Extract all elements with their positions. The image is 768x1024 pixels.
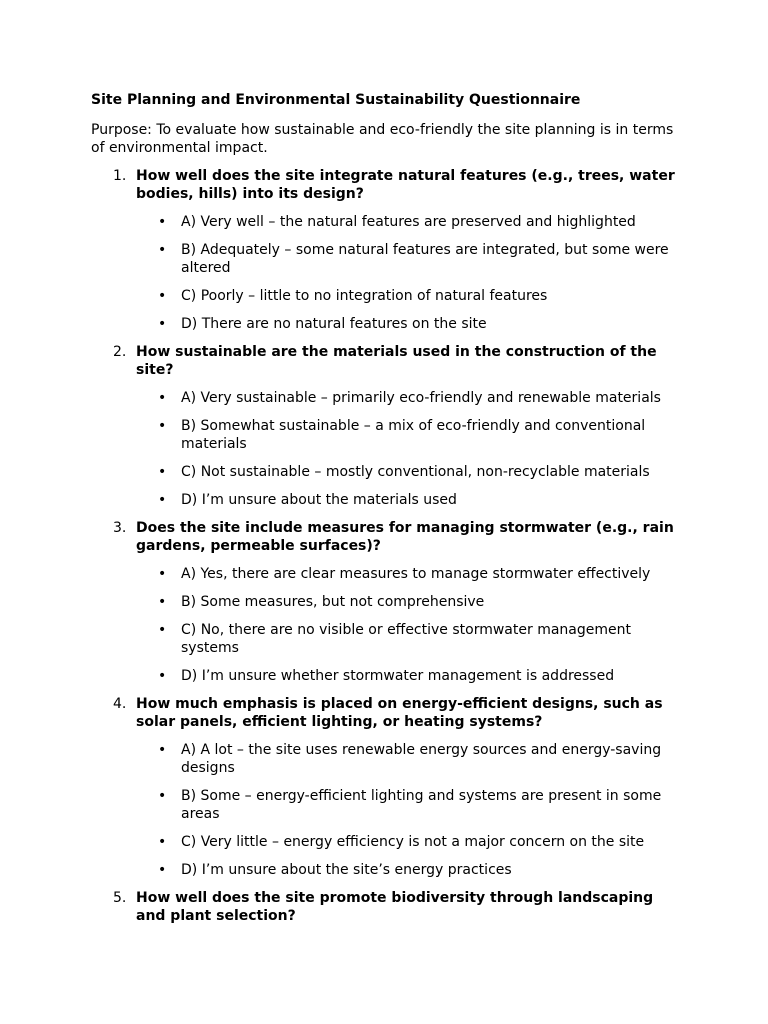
bullet-icon: • bbox=[158, 788, 167, 804]
option-text: A) Very sustainable – primarily eco-friendly and renewable materials bbox=[181, 390, 661, 406]
question-number: 4. bbox=[113, 696, 127, 712]
question-item bbox=[91, 695, 681, 879]
option-item bbox=[136, 593, 681, 611]
option-item bbox=[136, 787, 681, 823]
option-text: A) Yes, there are clear measures to manage stormwater effectively bbox=[181, 566, 651, 582]
purpose-statement: Purpose: To evaluate how sustainable and eco-friendly the site planning is in terms of environmental impact. bbox=[91, 122, 674, 156]
question-number: 1. bbox=[113, 168, 127, 184]
bullet-icon: • bbox=[158, 288, 167, 304]
option-text: C) Poorly – little to no integration of natural features bbox=[181, 288, 548, 304]
option-list bbox=[136, 741, 681, 879]
bullet-icon: • bbox=[158, 622, 167, 638]
question-item bbox=[91, 343, 681, 509]
option-item bbox=[136, 667, 681, 685]
option-text: D) I’m unsure whether stormwater management is addressed bbox=[181, 668, 615, 684]
option-text: B) Some measures, but not comprehensive bbox=[181, 594, 485, 610]
bullet-icon: • bbox=[158, 566, 167, 582]
question-number: 3. bbox=[113, 520, 127, 536]
option-item bbox=[136, 287, 681, 305]
option-item bbox=[136, 491, 681, 509]
bullet-icon: • bbox=[158, 242, 167, 258]
question-item bbox=[91, 167, 681, 333]
question-text: How well does the site promote biodiversity through landscaping and plant selection? bbox=[136, 890, 654, 924]
option-item bbox=[136, 861, 681, 879]
option-list bbox=[136, 213, 681, 333]
question-text: Does the site include measures for managing stormwater (e.g., rain gardens, permeable surfaces)? bbox=[136, 520, 674, 554]
option-text: B) Adequately – some natural features are integrated, but some were altered bbox=[181, 242, 669, 276]
option-text: D) I’m unsure about the site’s energy practices bbox=[181, 862, 512, 878]
option-item bbox=[136, 241, 681, 277]
option-item bbox=[136, 463, 681, 481]
bullet-icon: • bbox=[158, 492, 167, 508]
option-text: D) There are no natural features on the site bbox=[181, 316, 487, 332]
bullet-icon: • bbox=[158, 668, 167, 684]
option-text: A) A lot – the site uses renewable energy sources and energy-saving designs bbox=[181, 742, 662, 776]
question-item bbox=[91, 519, 681, 685]
option-item bbox=[136, 621, 681, 657]
option-item bbox=[136, 213, 681, 231]
question-text: How well does the site integrate natural features (e.g., trees, water bodies, hills) into its design? bbox=[136, 168, 675, 202]
bullet-icon: • bbox=[158, 418, 167, 434]
option-item bbox=[136, 389, 681, 407]
option-item bbox=[136, 833, 681, 851]
document-page bbox=[91, 91, 681, 925]
option-list bbox=[136, 389, 681, 509]
option-text: C) Not sustainable – mostly conventional, non-recyclable materials bbox=[181, 464, 650, 480]
bullet-icon: • bbox=[158, 316, 167, 332]
option-text: C) Very little – energy efficiency is not a major concern on the site bbox=[181, 834, 645, 850]
option-text: B) Somewhat sustainable – a mix of eco-friendly and conventional materials bbox=[181, 418, 646, 452]
option-item bbox=[136, 741, 681, 777]
option-item bbox=[136, 565, 681, 583]
option-text: B) Some – energy-efficient lighting and systems are present in some areas bbox=[181, 788, 662, 822]
bullet-icon: • bbox=[158, 464, 167, 480]
question-item bbox=[91, 889, 681, 925]
option-item bbox=[136, 315, 681, 333]
option-text: C) No, there are no visible or effective stormwater management systems bbox=[181, 622, 631, 656]
option-item bbox=[136, 417, 681, 453]
bullet-icon: • bbox=[158, 834, 167, 850]
bullet-icon: • bbox=[158, 390, 167, 406]
bullet-icon: • bbox=[158, 742, 167, 758]
bullet-icon: • bbox=[158, 862, 167, 878]
question-text: How much emphasis is placed on energy-efficient designs, such as solar panels, efficient lighting, or heating systems? bbox=[136, 696, 663, 730]
option-text: D) I’m unsure about the materials used bbox=[181, 492, 457, 508]
document-title: Site Planning and Environmental Sustainability Questionnaire bbox=[91, 92, 581, 108]
bullet-icon: • bbox=[158, 214, 167, 230]
question-text: How sustainable are the materials used in the construction of the site? bbox=[136, 344, 657, 378]
question-number: 2. bbox=[113, 344, 127, 360]
question-list bbox=[91, 167, 681, 925]
bullet-icon: • bbox=[158, 594, 167, 610]
option-list bbox=[136, 565, 681, 685]
question-number: 5. bbox=[113, 890, 127, 906]
option-text: A) Very well – the natural features are preserved and highlighted bbox=[181, 214, 636, 230]
